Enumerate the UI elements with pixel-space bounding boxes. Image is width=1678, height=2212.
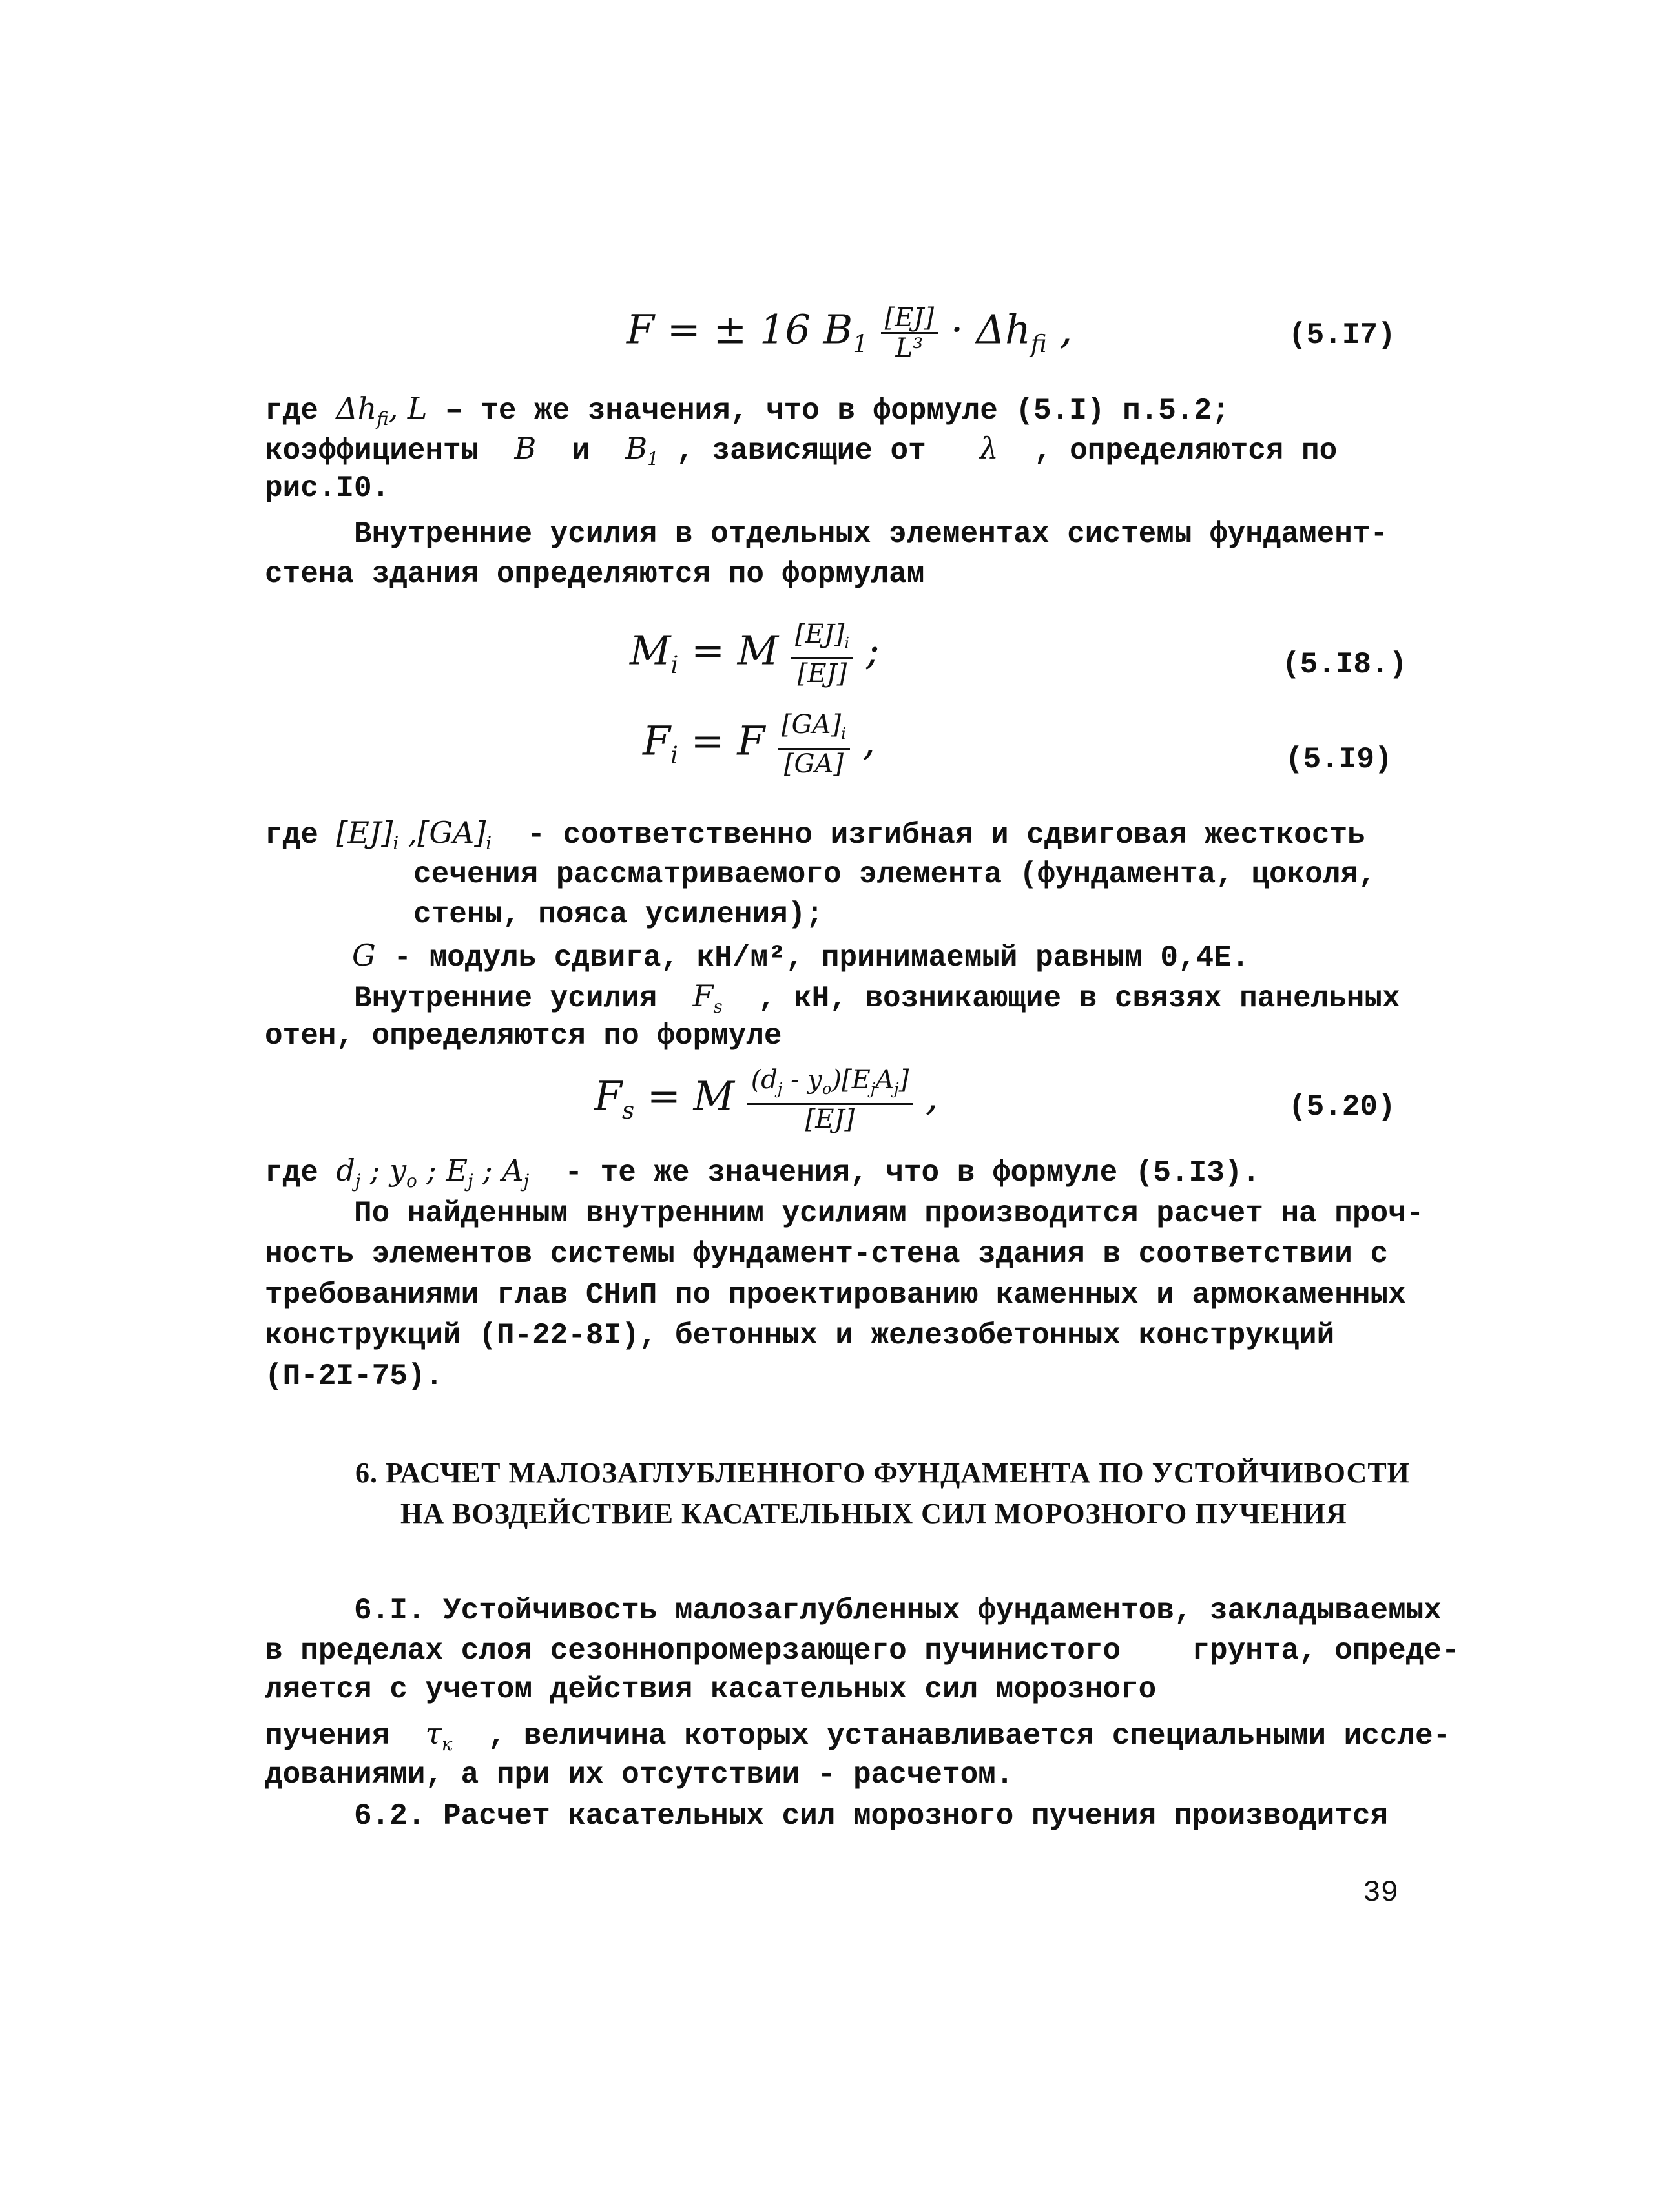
text-line: в пределах слоя сезоннопромерзающего пучинистого грунта, опреде- (265, 1634, 1460, 1668)
formula-lhs: F (627, 305, 655, 353)
formula-lhs: F (643, 717, 671, 765)
text-line: 6.2. Расчет касательных сил морозного пучения производится (265, 1799, 1389, 1833)
symbol-sub: o (406, 1170, 417, 1192)
num-text: ] (898, 1065, 909, 1095)
text-line: ляется с учетом действия касательных сил морозного (265, 1673, 1157, 1706)
num-text: [GA] (782, 710, 842, 739)
num-sub: j (870, 1080, 876, 1098)
formula-fraction (747, 1066, 913, 1133)
symbol-sub: s (713, 996, 723, 1018)
text-line: 6.I. Устойчивость малозаглубленных фундаментов, закладываемых (265, 1594, 1442, 1628)
symbol-text: τ (425, 1716, 442, 1751)
formula-rhs-suffix: · Δh (950, 305, 1031, 353)
math-symbol (425, 1716, 453, 1755)
symbol-sub: fi (377, 408, 389, 430)
symbol-text: ; E (417, 1153, 468, 1188)
text-span: пучения (265, 1719, 426, 1753)
formula-sub: 1 (853, 329, 868, 358)
formula-eq: = F (678, 717, 778, 765)
formula-sub: i (670, 650, 679, 679)
text-span: где (265, 818, 337, 852)
formula-fraction (791, 620, 853, 688)
symbol-sub: j (355, 1170, 361, 1192)
symbol-sub: 1 (647, 448, 659, 470)
text-line: По найденным внутренним усилиям производится расчет на проч- (265, 1197, 1424, 1230)
text-span: и (536, 434, 626, 468)
math-symbol (336, 815, 492, 854)
symbol-text: , L (388, 391, 428, 426)
text-span: коэффициенты (265, 434, 515, 468)
symbol-sub: j (468, 1170, 473, 1192)
text-line (265, 428, 1337, 480)
fraction-numerator (747, 1066, 913, 1105)
fraction-denominator: L³ (895, 333, 924, 363)
formula-rhs: = ± 16 B (667, 305, 853, 353)
math-symbol (336, 391, 428, 430)
fraction-numerator: [EJ] (881, 304, 938, 334)
num-text: A (875, 1065, 895, 1095)
text-line: конструкций (П-22-8I), бетонных и железобетонных конструкций (265, 1319, 1335, 1352)
symbol-sub: к (441, 1733, 453, 1755)
symbol-text: F (692, 978, 714, 1013)
text-span: , кН, возникающие в связях панельных (722, 982, 1400, 1015)
text-span: , зависящие от (658, 434, 980, 468)
text-span: - те же значения, что в формуле (5.I3). (529, 1156, 1261, 1190)
fraction-numerator (791, 620, 853, 659)
formula-sub: s (622, 1096, 635, 1125)
text-line: стены, пояса усиления); (413, 898, 823, 931)
num-sub: o (822, 1080, 832, 1098)
page-number: 39 (1363, 1876, 1399, 1910)
formula-lhs: F (594, 1072, 623, 1120)
text-span: где (265, 1156, 337, 1190)
formula-5-19 (643, 710, 875, 778)
formula-trail: , (1059, 305, 1073, 353)
text-span: , величина которых устанавливается специальными иссле- (452, 1719, 1451, 1753)
formula-trail: , (913, 1072, 938, 1120)
formula-fraction (881, 304, 938, 362)
formula-5-20 (594, 1066, 938, 1133)
symbol-sub: j (523, 1170, 530, 1192)
formula-trail: , (849, 717, 876, 765)
formula-sub: i (670, 741, 678, 770)
formula-lhs: M (630, 626, 671, 674)
text-span: где (265, 394, 337, 428)
math-symbol: B (514, 431, 537, 466)
symbol-text: B (625, 431, 648, 466)
fraction-numerator (778, 710, 850, 750)
section-heading: 6. РАСЧЕТ МАЛОЗАГЛУБЛЕННОГО ФУНДАМЕНТА ПО УСТОЙЧИВОСТИ (355, 1457, 1410, 1489)
equation-number: (5.I9) (1285, 743, 1393, 776)
formula-trail: ; (853, 626, 880, 674)
formula-eq: = M (634, 1072, 747, 1120)
text-line: дованиями, а при их отсутствии - расчетом. (265, 1758, 1014, 1792)
fraction-denominator: [EJ] (805, 1104, 855, 1134)
num-text: - y (782, 1065, 822, 1095)
num-text: )[E (831, 1065, 871, 1095)
fraction-denominator: [EJ] (797, 659, 847, 688)
text-line: стена здания определяются по формулам (265, 557, 925, 591)
num-text: (d (751, 1065, 778, 1095)
symbol-sub: i (393, 832, 399, 854)
text-line: рис.I0. (265, 471, 390, 505)
section-heading: НА ВОЗДЕЙСТВИЕ КАСАТЕЛЬНЫХ СИЛ МОРОЗНОГО ПУЧЕНИЯ (400, 1498, 1347, 1529)
text-line: требованиями глав СНиП по проектированию каменных и армокаменных (265, 1278, 1406, 1312)
formula-eq: = M (678, 626, 791, 674)
text-line: отен, определяются по формуле (265, 1019, 782, 1053)
formula-sub: fi (1030, 329, 1047, 358)
num-sub: j (894, 1080, 899, 1098)
num-sub: j (777, 1080, 783, 1098)
symbol-text: d (336, 1153, 355, 1188)
equation-number: (5.I7) (1289, 318, 1396, 352)
text-line: сечения рассматриваемого элемента (фундамента, цоколя, (413, 858, 1376, 891)
formula-fraction (778, 710, 850, 778)
num-sub: i (841, 725, 846, 743)
symbol-text: [EJ] (336, 815, 393, 850)
symbol-text: ,[GA] (399, 815, 486, 850)
symbol-text: Δh (336, 391, 377, 426)
math-symbol (336, 1153, 530, 1192)
text-line (352, 935, 1249, 978)
formula-5-18 (630, 620, 880, 688)
text-span: - соответственно изгибная и сдвиговая жесткость (492, 818, 1365, 852)
text-span: , определяются по (998, 434, 1338, 468)
text-line: Внутренние усилия в отдельных элементах системы фундамент- (265, 517, 1389, 551)
text-line: ность элементов системы фундамент-стена здания в соответствии с (265, 1237, 1389, 1271)
math-symbol: G (352, 938, 376, 973)
symbol-text: ; y (360, 1153, 407, 1188)
text-span: – те же значения, что в формуле (5.I) п.5.2; (445, 394, 1230, 428)
num-sub: i (844, 634, 850, 652)
num-text: [EJ] (794, 619, 845, 649)
symbol-sub: i (486, 832, 492, 854)
math-symbol: λ (979, 431, 999, 466)
text-line: (П-2I-75). (265, 1359, 444, 1393)
formula-5-17 (627, 304, 1072, 362)
fraction-denominator: [GA] (783, 749, 844, 779)
text-span: Внутренние усилия (265, 982, 693, 1015)
symbol-text: ; A (473, 1153, 524, 1188)
text-span: - модуль сдвига, кН/м², принимаемый равным 0,4E. (375, 941, 1250, 975)
equation-number: (5.20) (1289, 1090, 1396, 1124)
equation-number: (5.I8.) (1282, 648, 1407, 681)
math-symbol (625, 431, 659, 470)
math-symbol (692, 978, 723, 1018)
